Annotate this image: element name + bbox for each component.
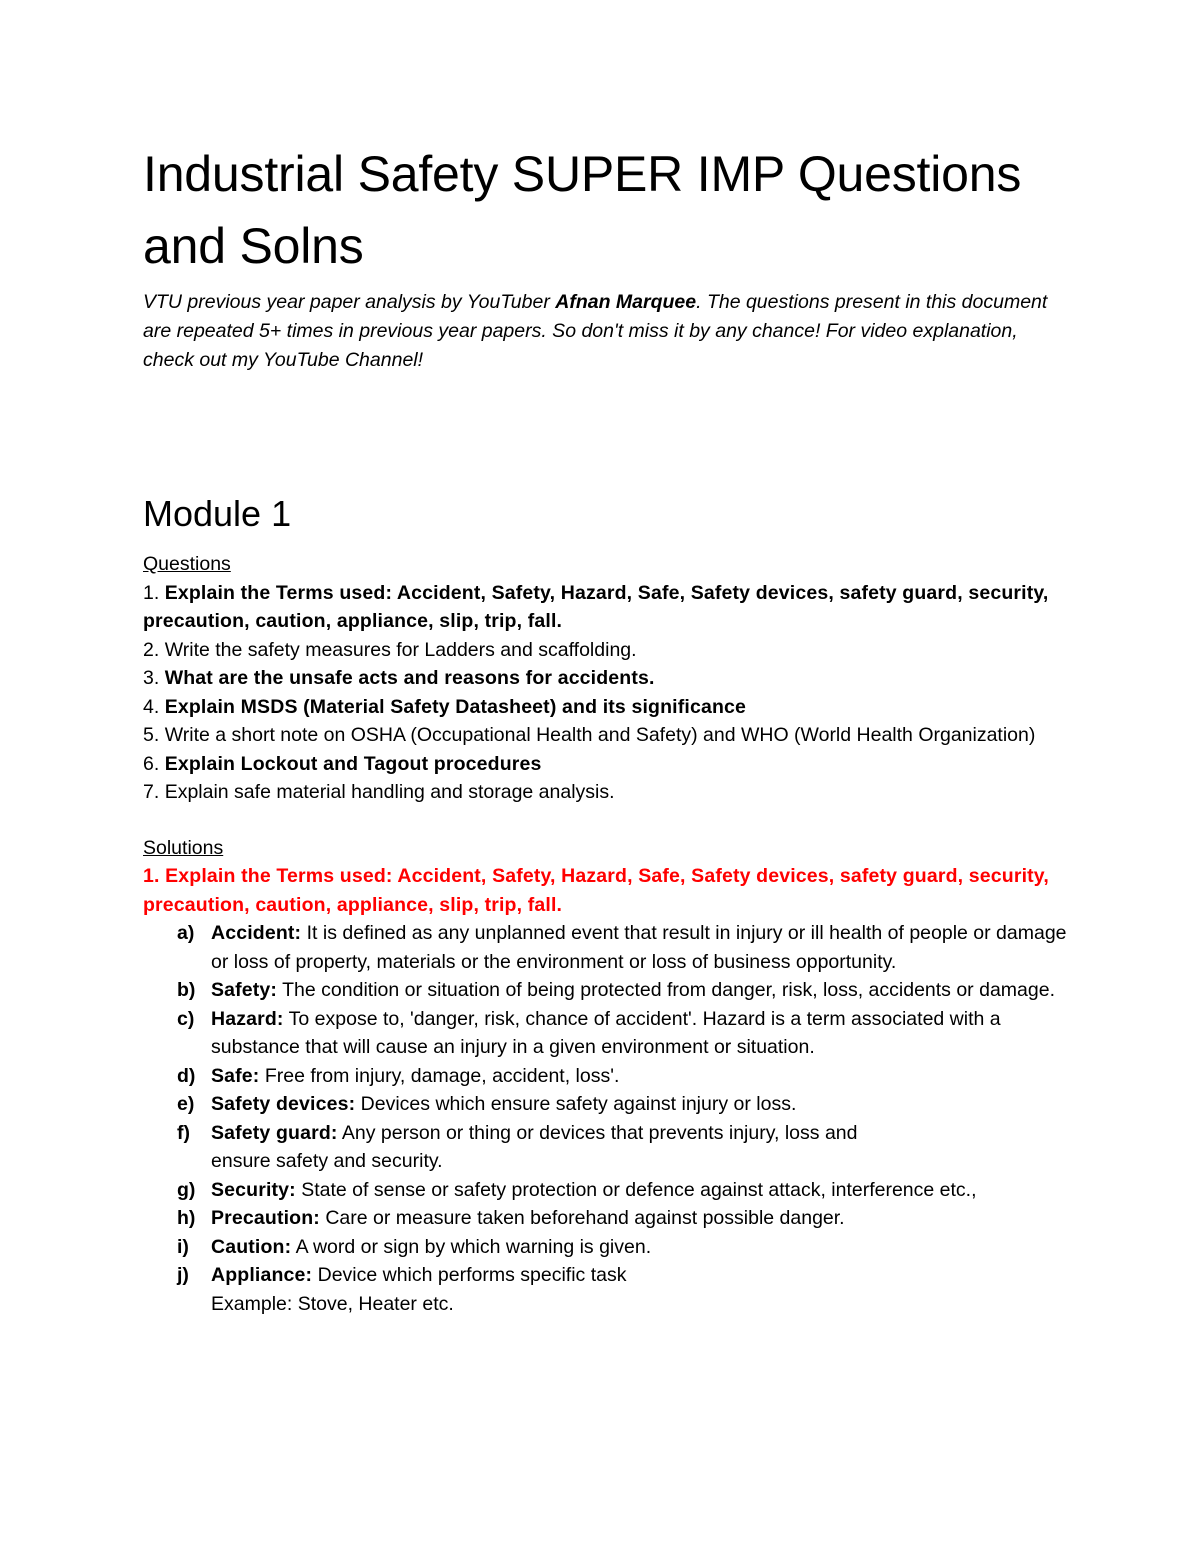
term-definition: To expose to, 'danger, risk, chance of accident'. Hazard is a term associated with a substance that will cause an injury in a given environment or situation.: [211, 1007, 1001, 1058]
question-number: 6.: [143, 752, 165, 775]
term-appliance: [143, 1261, 1073, 1318]
question-text: Explain safe material handling and storage analysis.: [164, 781, 615, 803]
solutions-label: Solutions: [143, 836, 224, 859]
question-1: [143, 579, 1073, 636]
term-name: Safety:: [211, 979, 278, 1001]
question-text: Write the safety measures for Ladders and scaffolding.: [164, 638, 637, 661]
question-7: [143, 778, 1073, 807]
question-5: [143, 721, 1073, 750]
term-hazard: [143, 1005, 1073, 1062]
list-marker: f): [177, 1121, 190, 1144]
list-marker: c): [177, 1007, 195, 1030]
term-name: Hazard:: [211, 1007, 284, 1030]
term-safety-guard: [143, 1119, 1073, 1176]
intro-text-before: VTU previous year paper analysis by YouTuber: [143, 291, 556, 313]
term-accident: [143, 919, 1073, 976]
questions-list: [143, 579, 1073, 807]
term-security: [143, 1176, 1073, 1205]
intro-paragraph: [143, 288, 1073, 375]
term-definition: Care or measure taken beforehand against possible danger.: [319, 1207, 845, 1229]
term-definition: Devices which ensure safety against injury or loss.: [355, 1093, 797, 1115]
term-definition: State of sense or safety protection or defence against attack, interference etc.,: [295, 1178, 977, 1201]
term-definition: Any person or thing or devices that prevents injury, loss and: [337, 1121, 858, 1144]
term-safety-devices: [143, 1090, 1073, 1119]
list-marker: a): [177, 922, 195, 944]
document-title: Industrial Safety SUPER IMP Questions and Solns: [143, 146, 1022, 274]
list-marker: i): [177, 1235, 189, 1258]
solution-1-question: [143, 862, 1073, 919]
term-precaution: [143, 1204, 1073, 1233]
term-name: Appliance:: [211, 1264, 313, 1286]
list-marker: h): [177, 1207, 196, 1229]
term-name: Caution:: [211, 1235, 292, 1258]
term-safety: [143, 976, 1073, 1005]
term-definition-continuation: Example: Stove, Heater etc.: [211, 1292, 454, 1315]
term-caution: [143, 1233, 1073, 1262]
question-number: 1.: [143, 581, 165, 604]
question-text: Write a short note on OSHA (Occupational Health and Safety) and WHO (World Health Organization): [164, 724, 1036, 746]
list-marker: b): [177, 979, 196, 1001]
author-name: Afnan Marquee: [555, 291, 697, 313]
question-text: Explain Lockout and Tagout procedures: [164, 752, 542, 775]
question-number: 2.: [143, 638, 165, 661]
term-name: Safety devices:: [211, 1093, 356, 1115]
question-number: 5.: [143, 724, 165, 746]
question-3: [143, 664, 1073, 693]
term-definition: Free from injury, damage, accident, loss'.: [259, 1064, 620, 1087]
term-definition: A word or sign by which warning is given.: [291, 1235, 652, 1258]
term-definition: It is defined as any unplanned event that result in injury or ill health of people or damage or loss of property, materials or the environment or loss of business opportunity.: [211, 922, 1067, 973]
term-safe: [143, 1062, 1073, 1091]
question-number: 4.: [143, 695, 165, 718]
solution-number: 1.: [143, 865, 166, 887]
question-number: 7.: [143, 781, 165, 803]
list-marker: d): [177, 1064, 196, 1087]
term-name: Safety guard:: [211, 1121, 338, 1144]
terms-list: [143, 919, 1073, 1318]
module-heading: Module 1: [143, 493, 292, 534]
question-text: What are the unsafe acts and reasons for accidents.: [164, 667, 655, 689]
questions-label: Questions: [143, 553, 231, 575]
term-name: Accident:: [211, 922, 302, 944]
term-name: Security:: [211, 1178, 296, 1201]
term-name: Precaution:: [211, 1207, 320, 1229]
question-text: Explain the Terms used: Accident, Safety, Hazard, Safe, Safety devices, safety guard, security, precaution, caution, appliance, slip, trip, fall.: [143, 581, 1049, 632]
list-marker: g): [177, 1178, 196, 1201]
list-marker: j): [177, 1264, 189, 1286]
term-definition: Device which performs specific task: [312, 1264, 627, 1286]
document-page: [143, 138, 1073, 1318]
solution-question-text: Explain the Terms used: Accident, Safety, Hazard, Safe, Safety devices, safety guard, security, precaution, caution, appliance, slip, trip, fall.: [143, 865, 1049, 916]
question-4: [143, 693, 1073, 722]
intro-text-after: . The questions present in this document are repeated 5+ times in previous year papers. So don't miss it by any chance! For video explanation, check out my YouTube Channel!: [143, 291, 1048, 371]
term-name: Safe:: [211, 1064, 260, 1087]
question-text: Explain MSDS (Material Safety Datasheet) and its significance: [164, 695, 747, 718]
question-6: [143, 750, 1073, 779]
question-2: [143, 636, 1073, 665]
list-marker: e): [177, 1093, 195, 1115]
question-number: 3.: [143, 667, 165, 689]
term-definition-continuation: ensure safety and security.: [211, 1150, 443, 1172]
term-definition: The condition or situation of being protected from danger, risk, loss, accidents or damage.: [277, 979, 1055, 1001]
